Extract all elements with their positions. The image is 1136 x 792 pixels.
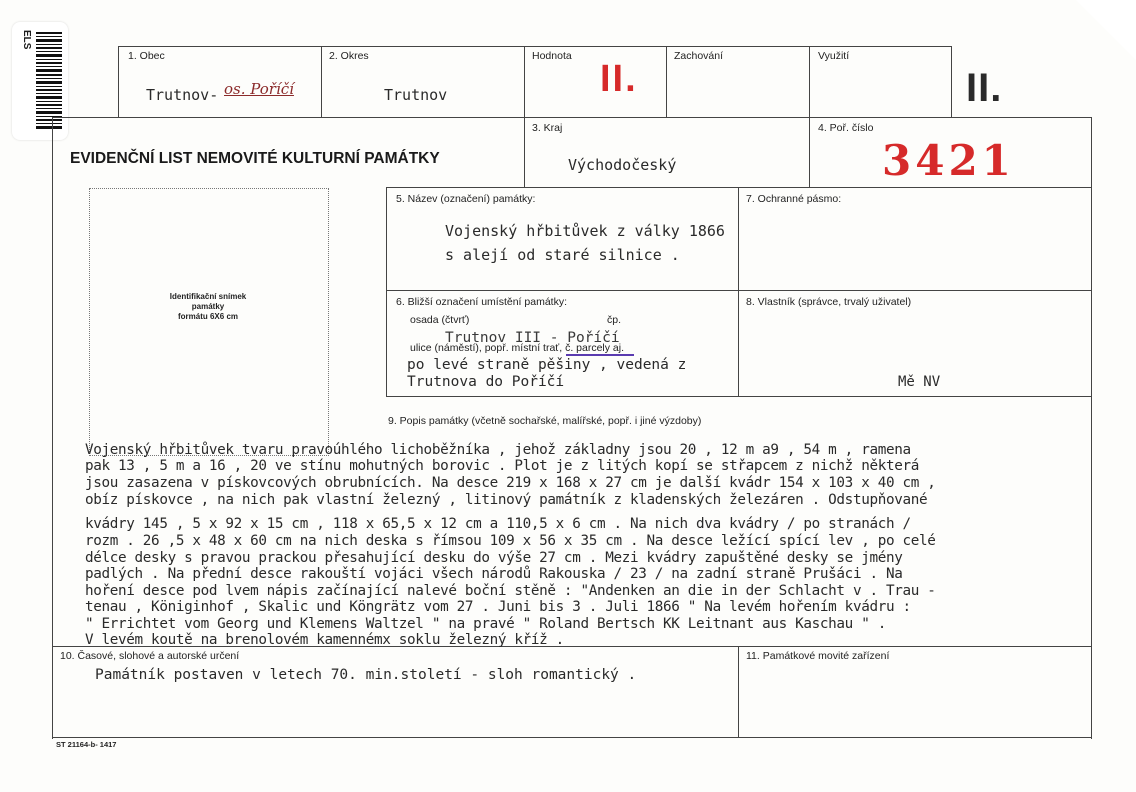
rule	[738, 646, 739, 738]
umisteni-line2: Trutnova do Poříčí	[407, 374, 565, 390]
rule	[52, 737, 1092, 738]
form-title: EVIDENČNÍ LIST NEMOVITÉ KULTURNÍ PAMÁTKY	[70, 150, 440, 167]
obec-label: 1. Obec	[128, 50, 165, 62]
nazev-line2: s alejí od staré silnice .	[445, 246, 680, 264]
kraj-value: Východočeský	[568, 156, 677, 174]
ochranne-pasmo-label: 7. Ochranné pásmo:	[746, 193, 842, 205]
obec-value: Trutnov-	[146, 86, 219, 104]
rule	[118, 46, 119, 118]
popis-line: pak 13 , 5 m a 16 , 20 ve stínu mohutných borovic . Plot je z litých kopí se střapcem z nichž některá	[85, 458, 920, 474]
hodnota-value: II.	[600, 58, 638, 100]
popis-line: V levém koutě na brenolovém kamennémx soklu železný kříž .	[85, 632, 564, 648]
rule	[386, 396, 1092, 397]
popis-line: " Errichtet vom Georg und Klemens Waltzel " na pravé " Roland Bertsch KK Leitnant aus Kaschau " .	[85, 616, 886, 632]
hodnota-label: Hodnota	[532, 50, 572, 62]
popis-line: obíz pískovce , na nich pak vlastní železný , litinový památník z kladenských železáren . Odstupňované	[85, 492, 928, 508]
vlastnik-value: Mě NV	[898, 374, 941, 390]
rule	[52, 117, 1092, 118]
rule	[738, 187, 739, 397]
rule	[666, 46, 667, 118]
zarizeni-label: 11. Památkové movité zařízení	[746, 650, 890, 662]
kraj-label: 3. Kraj	[532, 122, 563, 134]
rule	[386, 290, 1092, 291]
okres-label: 2. Okres	[329, 50, 369, 62]
photo-placeholder	[89, 188, 329, 456]
obec-handwritten: os. Poříčí	[224, 80, 294, 98]
folded-corner	[1076, 0, 1136, 60]
photo-caption-line: Identifikační snímek	[169, 292, 247, 301]
footer-code: ST 21164-b- 1417	[56, 740, 117, 749]
class-mark: II.	[966, 66, 1003, 110]
vlastnik-label: 8. Vlastník (správce, trvalý uživatel)	[746, 296, 912, 308]
barcode-icon	[36, 32, 62, 130]
barcode-sticker	[12, 22, 68, 140]
rule	[386, 187, 387, 397]
popis-line: jsou zasazena v pískovcových obrubnících. Na desce 219 x 168 x 27 cm je další kvádr 154 x 103 x 40 cm ,	[85, 475, 936, 491]
underline-mark	[566, 354, 634, 356]
ulice-label: ulice (náměstí), popř. místní trať, č. parcely aj.	[410, 342, 625, 354]
urceni-value: Památník postaven v letech 70. min.století - sloh romantický .	[95, 667, 637, 683]
cp-label: čp.	[607, 314, 622, 326]
popis-label: 9. Popis památky (včetně sochařské, malířské, popř. i jiné výzdoby)	[388, 415, 702, 427]
okres-value: Trutnov	[384, 86, 448, 104]
popis-line: tenau , Königinhof , Skalic und Köngrätz vom 27 . Juni bis 3 . Juli 1866 " Na levém hořením kvádru :	[85, 599, 911, 615]
photo-caption	[130, 292, 286, 322]
por-cislo-label: 4. Poř. číslo	[818, 122, 874, 134]
vyuziti-label: Využití	[818, 50, 850, 62]
photo-caption-line: památky	[191, 302, 225, 311]
umisteni-label: 6. Bližší označení umístění památky:	[396, 296, 567, 308]
umisteni-line1: po levé straně pěšiny , vedená z	[407, 357, 687, 373]
zachovani-label: Zachování	[674, 50, 724, 62]
photo-caption-line: formátu 6X6 cm	[177, 312, 239, 321]
rule	[118, 46, 952, 47]
urceni-label: 10. Časové, slohové a autorské určení	[60, 650, 240, 662]
popis-line: padlých . Na přední desce rakouští vojáci všech národů Rakouska / 23 / na zadní straně Prušáci . Na	[85, 566, 903, 582]
popis-line: hoření desce pod lvem nápis začínající nalevé boční stěně : "Andenken an die in der Schlacht v . Trau -	[85, 583, 936, 599]
popis-line: Vojenský hřbitůvek tvaru pravoúhlého lichoběžníka , jehož základny jsou 20 , 12 m a9 , 54 m , ramena	[85, 442, 911, 458]
nazev-label: 5. Název (označení) památky:	[396, 193, 536, 205]
osada-label: osada (čtvrť)	[410, 314, 470, 326]
por-cislo-value: 3421	[882, 136, 1015, 185]
popis-line: délce desky s pravou prackou přesahující desku do výše 27 cm . Mezi kvádry zapuštěné desky se jmény	[85, 550, 903, 566]
popis-line: rozm . 26 ,5 x 48 x 60 cm na nich deska s římsou 109 x 56 x 35 cm . Na desce ležící spící lev , po celé	[85, 533, 936, 549]
barcode-label: ELS	[21, 30, 32, 50]
rule	[951, 46, 952, 118]
osada-value: Trutnov III - Poříčí	[445, 330, 620, 346]
popis-line: kvádry 145 , 5 x 92 x 15 cm , 118 x 65,5 x 12 cm a 110,5 x 6 cm . Na nich dva kvádry / po stranách /	[85, 516, 911, 532]
nazev-line1: Vojenský hřbitůvek z války 1866	[445, 222, 725, 240]
rule	[386, 187, 1092, 188]
rule	[321, 46, 322, 118]
